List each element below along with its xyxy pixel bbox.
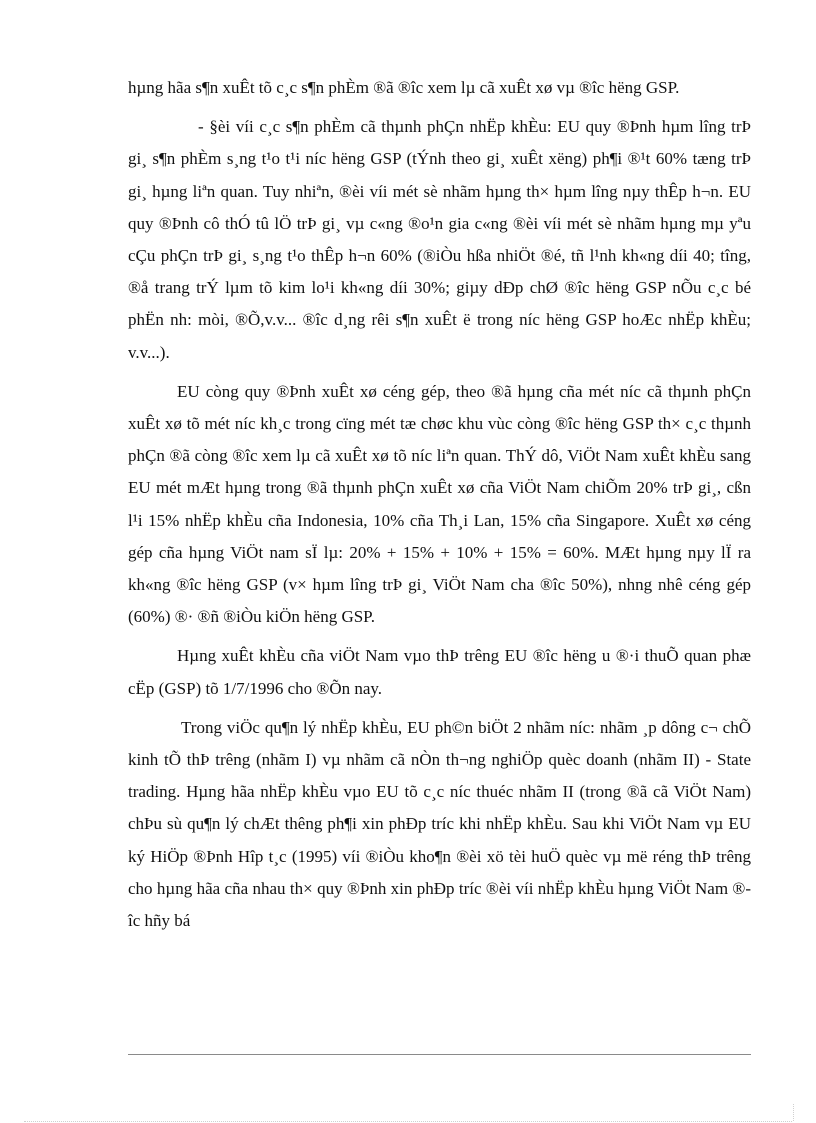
body-text: [128, 72, 751, 944]
paragraph-import-management: Trong viÖc qu¶n lý nhËp khÈu, EU ph©n biÖt 2 nhãm níc: nhãm ¸p dông c¬ chÕ kinh tÕ thÞ trêng (nhãm I) vµ nhãm cã nÒn th¬ng nghiÖp quèc doanh (nhãm II) - State trading. Hµng hãa nhËp khÈu vµo EU tõ c¸c níc thuéc nhãm II (trong ®ã cã ViÖt Nam) chÞu sù qu¶n lý chÆt thêng ph¶i xin phÐp tríc khi nhËp khÈu. Sau khi ViÖt Nam vµ EU ký HiÖp ®Þnh Hîp t¸c (1995) víi ®iÒu kho¶n ®èi xö tèi huÖ quèc vµ më réng thÞ trêng cho hµng hãa cña nhau th× quy ®Þnh xin phÐp tríc ®èi víi nhËp khÈu hµng ViÖt Nam ®îc hñy bá: [128, 717, 751, 931]
paragraph-gsp-date: Hµng xuÊt khÈu cña viÖt Nam vµo thÞ trêng EU ®îc hëng u ®·i thuÕ quan phæ cËp (GSP) tõ 1/7/1996 cho ®Õn nay.: [128, 646, 751, 698]
paragraph-origin-rules: - §èi víi c¸c s¶n phÈm cã thµnh phÇn nhËp khÈu: EU quy ®Þnh hµm lîng trÞ gi¸ s¶n phÈm s¸ng t¹o t¹i níc hëng GSP (tÝnh theo gi¸ xuÊt xëng) ph¶i ®¹t 60% tæng trÞ gi¸ hµng liªn quan. Tuy nhiªn, ®èi víi mét sè nhãm hµng th× hµm lîng nµy thÊp h¬n. EU quy ®Þnh cô thÓ tû lÖ trÞ gi¸ vµ c«ng ®o¹n gia c«ng ®èi víi mét sè nhãm hµng mµ yªu cÇu phÇn trÞ gi¸ s¸ng t¹o thÊp h¬n 60% (®iÒu hßa nhiÖt ®é, tñ l¹nh kh«ng díi 40; tîng, ®å trang trÝ lµm tõ kim lo¹i kh«ng díi 30%; giµy dÐp chØ ®îc hëng GSP nÕu c¸c bé phËn nh: mòi, ®Õ,v.v... ®îc d¸ng rêi s¶n xuÊt ë trong níc hëng GSP hoÆc nhËp khÈu; v.v...).: [128, 117, 751, 362]
page-bottom-edge: [24, 1121, 792, 1122]
paragraph-continued: hµng hãa s¶n xuÊt tõ c¸c s¶n phÈm ®ã ®îc xem lµ cã xuÊt xø vµ ®îc hëng GSP.: [128, 78, 680, 97]
footer-divider: [128, 1054, 751, 1055]
page-corner-edge: [793, 1104, 794, 1121]
paragraph-cumulative-origin: EU còng quy ®Þnh xuÊt xø céng gép, theo ®ã hµng cña mét níc cã thµnh phÇn xuÊt xø tõ mét níc kh¸c trong cïng mét tæ chøc khu vùc còng ®îc hëng GSP th× c¸c thµnh phÇn ®ã còng ®îc xem lµ cã xuÊt xø tõ níc liªn quan. ThÝ dô, ViÖt Nam xuÊt khÈu sang EU mét mÆt hµng trong ®ã thµnh phÇn xuÊt xø cña ViÖt Nam chiÕm 20% trÞ gi¸, cßn l¹i 15% nhËp khÈu cña Indonesia, 10% cña Th¸i Lan, 15% cña Singapore. XuÊt xø céng gép cña hµng ViÖt nam sÏ lµ: 20% + 15% + 10% + 15% = 60%. MÆt hµng nµy lÏ ra kh«ng ®îc hëng GSP (v× hµm lîng trÞ gi¸ ViÖt Nam cha ®îc 50%), nhng nhê céng gép (60%) ®· ®ñ ®iÒu kiÖn hëng GSP.: [128, 381, 751, 627]
